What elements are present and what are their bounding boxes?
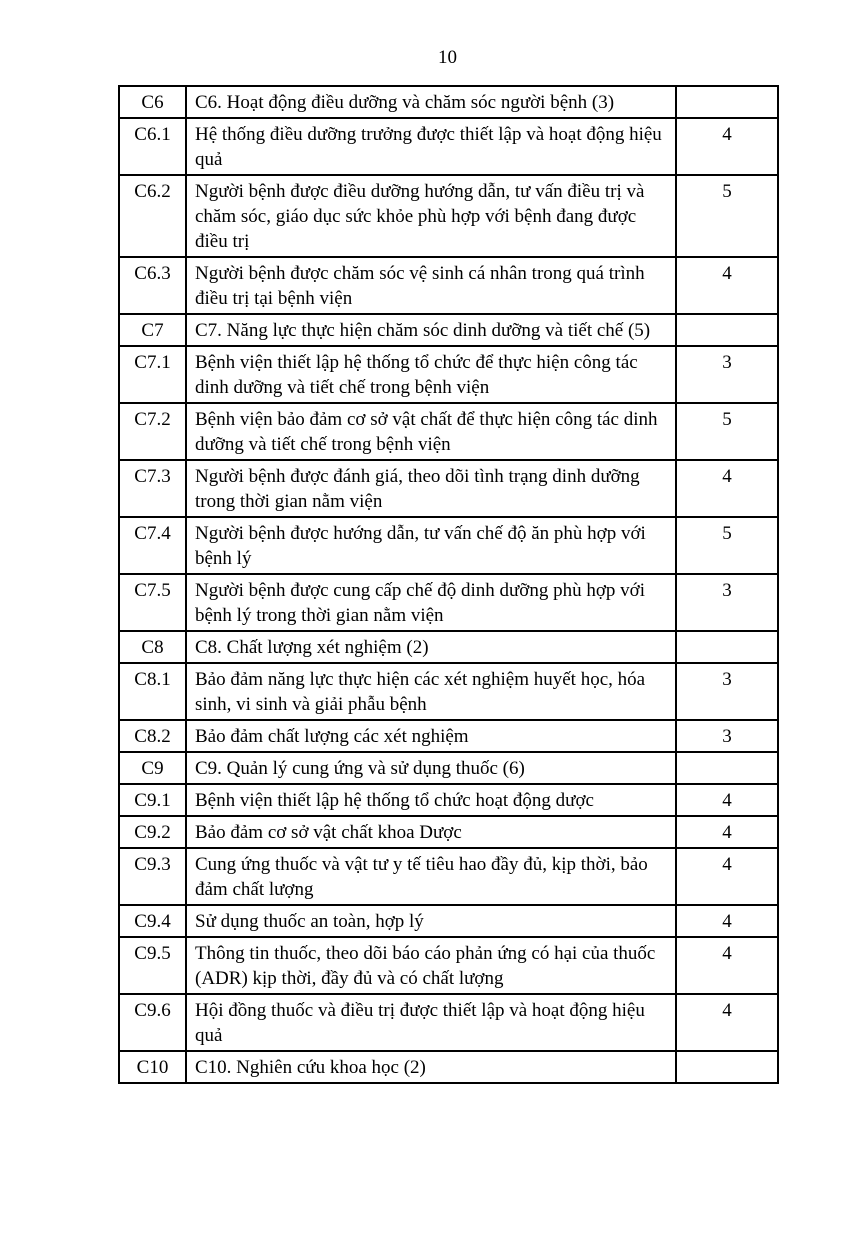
table-row-c7-3 xyxy=(119,460,778,517)
table-row-c9-3 xyxy=(119,848,778,905)
criterion-score: 4 xyxy=(676,784,778,816)
table-row-c7 xyxy=(119,314,778,346)
criterion-code: C9.1 xyxy=(119,784,186,816)
criteria-table-body xyxy=(119,86,778,1083)
table-row-c9-1 xyxy=(119,784,778,816)
criterion-text: Thông tin thuốc, theo dõi báo cáo phản ứng có hại của thuốc (ADR) kịp thời, đầy đủ và có chất lượng xyxy=(186,937,676,994)
criterion-code: C7.2 xyxy=(119,403,186,460)
criterion-score: 4 xyxy=(676,257,778,314)
criterion-code: C8.1 xyxy=(119,663,186,720)
criterion-text: Bệnh viện bảo đảm cơ sở vật chất để thực hiện công tác dinh dưỡng và tiết chế trong bệnh viện xyxy=(186,403,676,460)
table-row-c6-3 xyxy=(119,257,778,314)
criterion-code: C6.1 xyxy=(119,118,186,175)
criterion-code: C7.1 xyxy=(119,346,186,403)
table-row-c6 xyxy=(119,86,778,118)
criterion-score xyxy=(676,314,778,346)
criterion-text: Người bệnh được đánh giá, theo dõi tình trạng dinh dưỡng trong thời gian nằm viện xyxy=(186,460,676,517)
criterion-score: 4 xyxy=(676,994,778,1051)
criterion-code: C9.4 xyxy=(119,905,186,937)
criterion-text: Người bệnh được điều dưỡng hướng dẫn, tư vấn điều trị và chăm sóc, giáo dục sức khỏe phù hợp với bệnh đang được điều trị xyxy=(186,175,676,257)
criterion-text: Bệnh viện thiết lập hệ thống tổ chức hoạt động dược xyxy=(186,784,676,816)
criterion-score xyxy=(676,1051,778,1083)
table-row-c7-4 xyxy=(119,517,778,574)
criterion-text: Bảo đảm năng lực thực hiện các xét nghiệm huyết học, hóa sinh, vi sinh và giải phẫu bệnh xyxy=(186,663,676,720)
table-row-c7-2 xyxy=(119,403,778,460)
table-row-c7-5 xyxy=(119,574,778,631)
criterion-score: 5 xyxy=(676,403,778,460)
criterion-score: 4 xyxy=(676,816,778,848)
criterion-code: C9.2 xyxy=(119,816,186,848)
criterion-code: C6.2 xyxy=(119,175,186,257)
criterion-score: 5 xyxy=(676,175,778,257)
criterion-score: 3 xyxy=(676,663,778,720)
criterion-code: C7.4 xyxy=(119,517,186,574)
criterion-score: 4 xyxy=(676,905,778,937)
criterion-text: Hội đồng thuốc và điều trị được thiết lập và hoạt động hiệu quả xyxy=(186,994,676,1051)
criterion-code: C8 xyxy=(119,631,186,663)
table-row-c10 xyxy=(119,1051,778,1083)
criterion-code: C10 xyxy=(119,1051,186,1083)
document-page xyxy=(0,46,848,1246)
criterion-text: C10. Nghiên cứu khoa học (2) xyxy=(186,1051,676,1083)
criterion-text: C9. Quản lý cung ứng và sử dụng thuốc (6) xyxy=(186,752,676,784)
criterion-score xyxy=(676,752,778,784)
criterion-score xyxy=(676,86,778,118)
criterion-score: 5 xyxy=(676,517,778,574)
criterion-text: Bệnh viện thiết lập hệ thống tổ chức để thực hiện công tác dinh dưỡng và tiết chế trong bệnh viện xyxy=(186,346,676,403)
criterion-text: Cung ứng thuốc và vật tư y tế tiêu hao đầy đủ, kịp thời, bảo đảm chất lượng xyxy=(186,848,676,905)
criterion-score: 4 xyxy=(676,460,778,517)
criterion-code: C6 xyxy=(119,86,186,118)
criterion-code: C7 xyxy=(119,314,186,346)
criterion-score: 3 xyxy=(676,720,778,752)
criteria-table xyxy=(118,85,779,1084)
criterion-score: 3 xyxy=(676,346,778,403)
table-row-c9-4 xyxy=(119,905,778,937)
criterion-code: C6.3 xyxy=(119,257,186,314)
criterion-text: C7. Năng lực thực hiện chăm sóc dinh dưỡng và tiết chế (5) xyxy=(186,314,676,346)
criterion-score: 4 xyxy=(676,118,778,175)
table-row-c9-6 xyxy=(119,994,778,1051)
criterion-text: Sử dụng thuốc an toàn, hợp lý xyxy=(186,905,676,937)
table-row-c8-2 xyxy=(119,720,778,752)
criterion-text: C6. Hoạt động điều dưỡng và chăm sóc người bệnh (3) xyxy=(186,86,676,118)
criterion-code: C7.3 xyxy=(119,460,186,517)
criterion-text: Hệ thống điều dưỡng trưởng được thiết lập và hoạt động hiệu quả xyxy=(186,118,676,175)
table-row-c8 xyxy=(119,631,778,663)
table-row-c9 xyxy=(119,752,778,784)
criterion-code: C9.5 xyxy=(119,937,186,994)
criterion-code: C9 xyxy=(119,752,186,784)
criterion-text: Người bệnh được chăm sóc vệ sinh cá nhân trong quá trình điều trị tại bệnh viện xyxy=(186,257,676,314)
criterion-text: C8. Chất lượng xét nghiệm (2) xyxy=(186,631,676,663)
criterion-text: Người bệnh được cung cấp chế độ dinh dưỡng phù hợp với bệnh lý trong thời gian nằm viện xyxy=(186,574,676,631)
criterion-code: C7.5 xyxy=(119,574,186,631)
criterion-code: C9.6 xyxy=(119,994,186,1051)
criterion-score xyxy=(676,631,778,663)
criterion-code: C8.2 xyxy=(119,720,186,752)
criterion-text: Bảo đảm chất lượng các xét nghiệm xyxy=(186,720,676,752)
criterion-score: 4 xyxy=(676,848,778,905)
table-row-c9-5 xyxy=(119,937,778,994)
criterion-score: 4 xyxy=(676,937,778,994)
table-row-c6-2 xyxy=(119,175,778,257)
table-row-c8-1 xyxy=(119,663,778,720)
page-number: 10 xyxy=(438,47,457,68)
criterion-text: Bảo đảm cơ sở vật chất khoa Dược xyxy=(186,816,676,848)
table-row-c6-1 xyxy=(119,118,778,175)
table-row-c9-2 xyxy=(119,816,778,848)
criterion-score: 3 xyxy=(676,574,778,631)
criterion-code: C9.3 xyxy=(119,848,186,905)
table-row-c7-1 xyxy=(119,346,778,403)
criterion-text: Người bệnh được hướng dẫn, tư vấn chế độ ăn phù hợp với bệnh lý xyxy=(186,517,676,574)
